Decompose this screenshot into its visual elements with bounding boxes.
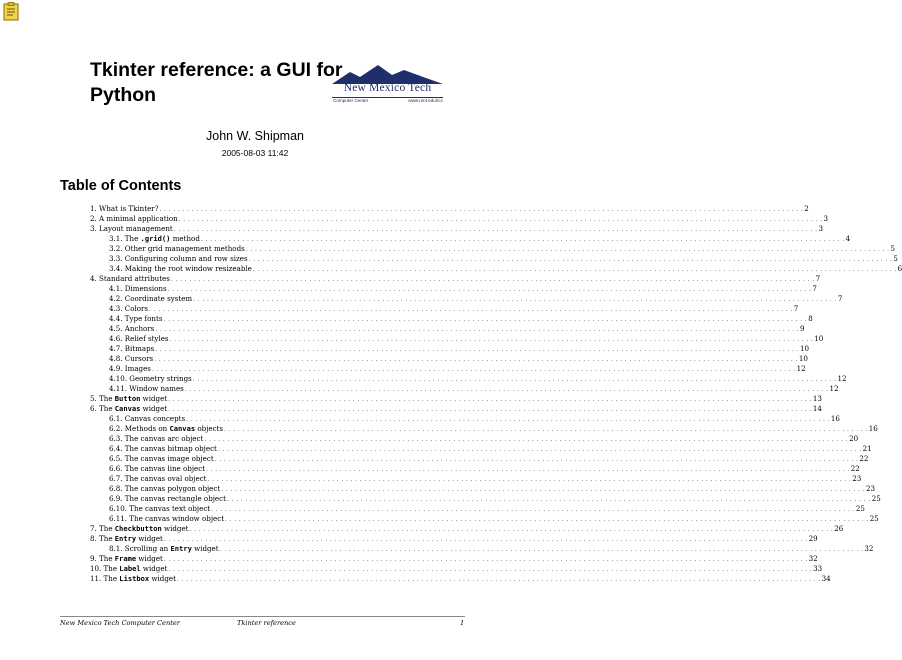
footer-rule — [60, 616, 465, 617]
toc-entry[interactable] — [90, 354, 808, 364]
toc-entry-text: 1. What is Tkinter? — [90, 204, 159, 213]
toc-entry[interactable] — [90, 314, 813, 324]
toc-entry-text: 9. The — [90, 554, 115, 563]
toc-entry[interactable] — [90, 404, 822, 414]
toc-entry-label[interactable] — [90, 524, 189, 534]
toc-entry-label[interactable] — [109, 344, 154, 354]
toc-entry-label[interactable] — [109, 304, 148, 314]
toc-page-number[interactable]: 10 — [814, 334, 824, 343]
toc-page-number[interactable]: 7 — [812, 284, 817, 293]
toc-page-number[interactable]: 20 — [849, 434, 859, 443]
toc-entry-text: 4.6. Relief styles — [109, 334, 169, 343]
toc-page-number[interactable]: 7 — [793, 304, 799, 313]
toc-entry-label[interactable] — [109, 234, 200, 244]
toc-entry[interactable] — [90, 254, 898, 264]
toc-entry[interactable] — [90, 344, 810, 354]
toc-page-number[interactable]: 32 — [808, 554, 818, 563]
toc-entry-label[interactable] — [109, 504, 210, 514]
toc-page-number[interactable]: 12 — [829, 384, 839, 393]
toc-entry[interactable] — [90, 464, 860, 474]
toc-entry[interactable] — [90, 364, 806, 374]
toc-entry[interactable] — [90, 394, 822, 404]
toc-entry-code: Button — [114, 394, 141, 403]
toc-page-number[interactable]: 5 — [890, 244, 895, 253]
toc-entry-text: 8. The — [90, 534, 115, 543]
toc-entry-label[interactable] — [109, 484, 220, 494]
toc-entry-text: 4.5. Anchors — [109, 324, 155, 333]
toc-entry[interactable] — [90, 324, 805, 334]
toc-list — [90, 204, 902, 584]
toc-entry-text: method — [170, 234, 200, 243]
toc-entry-text: 4. Standard attributes — [90, 274, 170, 283]
toc-entry-text: 7. The — [90, 524, 115, 533]
toc-entry-label[interactable] — [90, 574, 176, 584]
toc-page-number[interactable]: 13 — [812, 394, 822, 403]
toc-entry-text: 6.2. Methods on — [109, 424, 170, 433]
toc-leader-dots: . . . . . . . . . . . . . . . . . . . . . . . . . . . . . . . . . . . . . . . . . . . . . . . . . . . . . . . . . . . . . . . . . . . . . . . . . . . . . . . . . . . . . . . . . . . . . . . . . . . . . . . . . . . . . . . . . . . . . . . . . . . . . . . . . . . . . . . . . . . . — [178, 216, 823, 223]
toc-page-number[interactable]: 12 — [796, 364, 806, 373]
toc-leader-dots: . . . . . . . . . . . . . . . . . . . . . . . . . . . . . . . . . . . . . . . . . . . . . . . . . . . . . . . . . . . . . . . . . . . . . . . . . . . . . . . . . . . . . . . . . . . . . . . . . . . . . . . . . . . . . . . . . . . . . . . . . . . . . . . . . . . . . . . . . . . . — [163, 536, 808, 543]
toc-entry-label[interactable] — [109, 514, 224, 524]
toc-leader-dots: . . . . . . . . . . . . . . . . . . . . . . . . . . . . . . . . . . . . . . . . . . . . . . . . . . . . . . . . . . . . . . . . . . . . . . . . . . . . . . . . . . . . . . . . . . . . . . . . . . . . . . . . . . . . . . . . . . . . . . . . . . . . . . . . . . . . . . . . . . . . — [149, 306, 793, 313]
toc-entry-label[interactable] — [109, 464, 205, 474]
toc-entry-text: 6.8. The canvas polygon object — [109, 484, 221, 493]
toc-entry-text: 3. Layout management — [90, 224, 173, 233]
document-title: Tkinter reference: a GUI for Python — [90, 59, 343, 106]
toc-entry-label[interactable] — [109, 284, 167, 294]
toc-entry[interactable] — [90, 524, 844, 534]
toc-page-number[interactable]: 10 — [798, 354, 808, 363]
toc-entry-label[interactable] — [90, 564, 167, 574]
toc-entry-text: widget — [149, 574, 176, 583]
toc-page-number[interactable]: 16 — [868, 424, 878, 433]
toc-page-number[interactable]: 3 — [823, 214, 828, 223]
toc-entry-code: Entry — [170, 544, 192, 553]
toc-entry[interactable] — [90, 554, 818, 564]
toc-entry[interactable] — [90, 234, 851, 244]
toc-entry-text: 4.8. Cursors — [109, 354, 154, 363]
toc-entry[interactable] — [90, 294, 843, 304]
toc-leader-dots: . . . . . . . . . . . . . . . . . . . . . . . . . . . . . . . . . . . . . . . . . . . . . . . . . . . . . . . . . . . . . . . . . . . . . . . . . . . . . . . . . . . . . . . . . . . . . . . . . . . . . . . . . . . . . . . . . . . . . . . . . . . . . . . . . . . . . . . . . . . . — [167, 286, 812, 293]
toc-page-number[interactable]: 8 — [808, 314, 813, 323]
toc-leader-dots: . . . . . . . . . . . . . . . . . . . . . . . . . . . . . . . . . . . . . . . . . . . . . . . . . . . . . . . . . . . . . . . . . . . . . . . . . . . . . . . . . . . . . . . . . . . . . . . . . . . . . . . . . . . . . . . . . . . . . . . . . . . . . . . . . . . . . . . . . . . . — [173, 226, 818, 233]
toc-leader-dots: . . . . . . . . . . . . . . . . . . . . . . . . . . . . . . . . . . . . . . . . . . . . . . . . . . . . . . . . . . . . . . . . . . . . . . . . . . . . . . . . . . . . . . . . . . . . . . . . . . . . . . . . . . . . . . . . . . . . . . . . . . . . . . . . . . . . . . . . . . . . — [252, 266, 897, 273]
toc-entry-label[interactable] — [90, 554, 163, 564]
toc-entry[interactable] — [90, 494, 881, 504]
nmt-logo — [330, 64, 445, 108]
toc-entry-label[interactable] — [109, 434, 203, 444]
toc-leader-dots: . . . . . . . . . . . . . . . . . . . . . . . . . . . . . . . . . . . . . . . . . . . . . . . . . . . . . . . . . . . . . . . . . . . . . . . . . . . . . . . . . . . . . . . . . . . . . . . . . . . . . . . . . . . . . . . . . . . . . . . . . . . . . . . . . . . . . . . . . . . . — [154, 356, 798, 363]
toc-entry[interactable] — [90, 204, 809, 214]
toc-entry[interactable] — [90, 474, 862, 484]
toc-leader-dots: . . . . . . . . . . . . . . . . . . . . . . . . . . . . . . . . . . . . . . . . . . . . . . . . . . . . . . . . . . . . . . . . . . . . . . . . . . . . . . . . . . . . . . . . . . . . . . . . . . . . . . . . . . . . . . . . . . . . . . . . . . . . . . . . . . . . . . . . . . . . — [226, 496, 871, 503]
logo-sub-right: www.nmt.edu/tcc — [408, 98, 443, 103]
toc-entry-label[interactable] — [109, 454, 214, 464]
toc-leader-dots: . . . . . . . . . . . . . . . . . . . . . . . . . . . . . . . . . . . . . . . . . . . . . . . . . . . . . . . . . . . . . . . . . . . . . . . . . . . . . . . . . . . . . . . . . . . . . . . . . . . . . . . . . . . . . . . . . . . . . . . . . . . . . . . . . . . . . . . . . . . . — [151, 366, 796, 373]
toc-leader-dots: . . . . . . . . . . . . . . . . . . . . . . . . . . . . . . . . . . . . . . . . . . . . . . . . . . . . . . . . . . . . . . . . . . . . . . . . . . . . . . . . . . . . . . . . . . . . . . . . . . . . . . . . . . . . . . . . . . . . . . . . . . . . . . . . . . . . . . . . . . . . — [170, 276, 815, 283]
toc-entry-label[interactable] — [109, 424, 223, 434]
toc-entry[interactable] — [90, 214, 828, 224]
toc-page-number[interactable]: 2 — [804, 204, 809, 213]
toc-leader-dots: . . . . . . . . . . . . . . . . . . . . . . . . . . . . . . . . . . . . . . . . . . . . . . . . . . . . . . . . . . . . . . . . . . . . . . . . . . . . . . . . . . . . . . . . . . . . . . . . . . . . . . . . . . . . . . . . . . . . . . . . . . . . . . . . . . . . . . . . . . . . — [206, 466, 850, 473]
toc-entry-text: 3.3. Configuring column and row sizes — [109, 254, 248, 263]
toc-entry-label[interactable] — [109, 414, 185, 424]
document-date: 2005-08-03 11:42 — [221, 148, 289, 158]
toc-entry-text: 6.10. The canvas text object — [109, 504, 211, 513]
toc-entry-text: 11. The — [90, 574, 120, 583]
toc-entry-label[interactable] — [109, 254, 248, 264]
toc-entry-text: widget — [140, 394, 168, 403]
toc-entry-label[interactable] — [90, 394, 167, 404]
toc-page-number[interactable]: 16 — [830, 414, 840, 423]
toc-entry-code: Listbox — [119, 574, 150, 583]
toc-entry[interactable] — [90, 304, 799, 314]
toc-entry-text: 3.1. The — [109, 234, 141, 243]
toc-entry-text: 6.6. The canvas line object — [109, 464, 206, 473]
toc-page-number[interactable]: 25 — [855, 504, 865, 513]
logo-sub-left: Computer Center — [333, 98, 369, 103]
toc-page-number[interactable]: 23 — [865, 484, 875, 493]
toc-leader-dots: . . . . . . . . . . . . . . . . . . . . . . . . . . . . . . . . . . . . . . . . . . . . . . . . . . . . . . . . . . . . . . . . . . . . . . . . . . . . . . . . . . . . . . . . . . . . . . . . . . . . . . . . . . . . . . . . . . . . . . . . . . . . . . . . . . . . . . . . . . . . — [217, 446, 862, 453]
toc-entry-label[interactable] — [90, 274, 170, 284]
toc-leader-dots: . . . . . . . . . . . . . . . . . . . . . . . . . . . . . . . . . . . . . . . . . . . . . . . . . . . . . . . . . . . . . . . . . . . . . . . . . . . . . . . . . . . . . . . . . . . . . . . . . . . . . . . . . . . . . . . . . . . . . . . . . . . . . . . . . . . . . . . . . . . . — [168, 566, 813, 573]
toc-page-number[interactable]: 25 — [869, 514, 879, 523]
toc-leader-dots: . . . . . . . . . . . . . . . . . . . . . . . . . . . . . . . . . . . . . . . . . . . . . . . . . . . . . . . . . . . . . . . . . . . . . . . . . . . . . . . . . . . . . . . . . . . . . . . . . . . . . . . . . . . . . . . . . . . . . . . . . . . . . . . . . . . . . . . . . . . . — [189, 526, 834, 533]
toc-entry-text: 4.4. Type fonts — [109, 314, 163, 323]
toc-entry[interactable] — [90, 534, 818, 544]
toc-entry-text: 6.1. Canvas concepts — [109, 414, 186, 423]
toc-page-number[interactable]: 25 — [871, 494, 881, 503]
toc-entry[interactable] — [90, 504, 865, 514]
toc-entry-label[interactable] — [109, 494, 226, 504]
toc-entry-text: 5. The — [90, 394, 115, 403]
toc-leader-dots: . . . . . . . . . . . . . . . . . . . . . . . . . . . . . . . . . . . . . . . . . . . . . . . . . . . . . . . . . . . . . . . . . . . . . . . . . . . . . . . . . . . . . . . . . . . . . . . . . . . . . . . . . . . . . . . . . . . . . . . . . . . . . . . . . . . . . . . . . . . . — [204, 436, 849, 443]
toc-entry-label[interactable] — [90, 224, 173, 234]
toc-entry-code: Frame — [114, 554, 137, 563]
toc-entry-label[interactable] — [109, 334, 169, 344]
toc-entry[interactable] — [90, 284, 817, 294]
toc-entry[interactable] — [90, 434, 859, 444]
author: John W. Shipman — [206, 129, 304, 143]
toc-entry[interactable] — [90, 444, 872, 454]
toc-page-number[interactable]: 12 — [837, 374, 847, 383]
toc-entry[interactable] — [90, 384, 839, 394]
toc-entry-text: 4.7. Bitmaps — [109, 344, 155, 353]
toc-entry[interactable] — [90, 484, 875, 494]
toc-page-number[interactable]: 10 — [799, 344, 810, 353]
toc-entry-code: Entry — [114, 534, 137, 543]
toc-heading: Table of Contents — [60, 178, 182, 194]
toc-leader-dots: . . . . . . . . . . . . . . . . . . . . . . . . . . . . . . . . . . . . . . . . . . . . . . . . . . . . . . . . . . . . . . . . . . . . . . . . . . . . . . . . . . . . . . . . . . . . . . . . . . . . . . . . . . . . . . . . . . . . . . . . . . . . . . . . . . . . . . . . . . . . — [214, 456, 859, 463]
toc-entry-label[interactable] — [109, 444, 217, 454]
toc-leader-dots: . . . . . . . . . . . . . . . . . . . . . . . . . . . . . . . . . . . . . . . . . . . . . . . . . . . . . . . . . . . . . . . . . . . . . . . . . . . . . . . . . . . . . . . . . . . . . . . . . . . . . . . . . . . . . . . . . . . . . . . . . . . . . . . . . . . . . . . . . . . . — [155, 326, 800, 333]
toc-entry[interactable] — [90, 544, 874, 554]
toc-entry-text: 2. A minimal application — [90, 214, 178, 223]
toc-entry-text: 6.5. The canvas image object — [109, 454, 214, 463]
toc-page-number[interactable]: 7 — [837, 294, 843, 303]
toc-leader-dots: . . . . . . . . . . . . . . . . . . . . . . . . . . . . . . . . . . . . . . . . . . . . . . . . . . . . . . . . . . . . . . . . . . . . . . . . . . . . . . . . . . . . . . . . . . . . . . . . . . . . . . . . . . . . . . . . . . . . . . . . . . . . . . . . . . . . . . . . . . . . — [159, 206, 804, 213]
toc-entry-label[interactable] — [109, 544, 219, 554]
toc-leader-dots: . . . . . . . . . . . . . . . . . . . . . . . . . . . . . . . . . . . . . . . . . . . . . . . . . . . . . . . . . . . . . . . . . . . . . . . . . . . . . . . . . . . . . . . . . . . . . . . . . . . . . . . . . . . . . . . . . . . . . . . . . . . . . . . . . . . . . . . . . . . . — [184, 386, 829, 393]
toc-entry-text: widget — [140, 404, 168, 413]
toc-leader-dots: . . . . . . . . . . . . . . . . . . . . . . . . . . . . . . . . . . . . . . . . . . . . . . . . . . . . . . . . . . . . . . . . . . . . . . . . . . . . . . . . . . . . . . . . . . . . . . . . . . . . . . . . . . . . . . . . . . . . . . . . . . . . . . . . . . . . . . . . . . . . — [168, 406, 812, 413]
footer-page-number: 1 — [460, 619, 465, 627]
toc-leader-dots: . . . . . . . . . . . . . . . . . . . . . . . . . . . . . . . . . . . . . . . . . . . . . . . . . . . . . . . . . . . . . . . . . . . . . . . . . . . . . . . . . . . . . . . . . . . . . . . . . . . . . . . . . . . . . . . . . . . . . . . . . . . . . . . . . . . . . . . . . . . . — [224, 426, 868, 433]
toc-leader-dots: . . . . . . . . . . . . . . . . . . . . . . . . . . . . . . . . . . . . . . . . . . . . . . . . . . . . . . . . . . . . . . . . . . . . . . . . . . . . . . . . . . . . . . . . . . . . . . . . . . . . . . . . . . . . . . . . . . . . . . . . . . . . . . . . . . . . . . . . . . . . — [163, 556, 808, 563]
toc-entry-label[interactable] — [90, 534, 163, 544]
toc-leader-dots: . . . . . . . . . . . . . . . . . . . . . . . . . . . . . . . . . . . . . . . . . . . . . . . . . . . . . . . . . . . . . . . . . . . . . . . . . . . . . . . . . . . . . . . . . . . . . . . . . . . . . . . . . . . . . . . . . . . . . . . . . . . . . . . . . . . . . . . . . . . . — [200, 236, 845, 243]
toc-entry-text: widget — [140, 564, 168, 573]
toc-entry[interactable] — [90, 334, 824, 344]
toc-leader-dots: . . . . . . . . . . . . . . . . . . . . . . . . . . . . . . . . . . . . . . . . . . . . . . . . . . . . . . . . . . . . . . . . . . . . . . . . . . . . . . . . . . . . . . . . . . . . . . . . . . . . . . . . . . . . . . . . . . . . . . . . . . . . . . . . . . . . . . . . . . . . — [193, 296, 837, 303]
toc-entry[interactable] — [90, 574, 831, 584]
footer-center: Tkinter reference — [237, 619, 296, 627]
toc-page-number[interactable]: 3 — [818, 224, 823, 233]
toc-entry-text: 4.11. Window names — [109, 384, 184, 393]
toc-leader-dots: . . . . . . . . . . . . . . . . . . . . . . . . . . . . . . . . . . . . . . . . . . . . . . . . . . . . . . . . . . . . . . . . . . . . . . . . . . . . . . . . . . . . . . . . . . . . . . . . . . . . . . . . . . . . . . . . . . . . . . . . . . . . . . . . . . . . . . . . . . . . — [225, 516, 869, 523]
logo-name: New Mexico Tech — [343, 82, 432, 94]
toc-entry-text: 6.3. The canvas arc object — [109, 434, 204, 443]
toc-leader-dots: . . . . . . . . . . . . . . . . . . . . . . . . . . . . . . . . . . . . . . . . . . . . . . . . . . . . . . . . . . . . . . . . . . . . . . . . . . . . . . . . . . . . . . . . . . . . . . . . . . . . . . . . . . . . . . . . . . . . . . . . . . . . . . . . . . . . . . . . . . . . — [245, 246, 890, 253]
toc-entry[interactable] — [90, 264, 902, 274]
toc-entry-label[interactable] — [90, 214, 178, 224]
toc-entry-text: 6.4. The canvas bitmap object — [109, 444, 217, 453]
toc-entry-label[interactable] — [109, 264, 252, 274]
toc-entry-text: 3.4. Making the root window resizeable — [109, 264, 252, 273]
toc-leader-dots: . . . . . . . . . . . . . . . . . . . . . . . . . . . . . . . . . . . . . . . . . . . . . . . . . . . . . . . . . . . . . . . . . . . . . . . . . . . . . . . . . . . . . . . . . . . . . . . . . . . . . . . . . . . . . . . . . . . . . . . . . . . . . . . . . . . . . . . . . . . . — [221, 486, 865, 493]
toc-entry-label[interactable] — [109, 364, 151, 374]
toc-entry[interactable] — [90, 274, 821, 284]
toc-page-number[interactable]: 22 — [850, 464, 860, 473]
toc-entry-label[interactable] — [109, 294, 192, 304]
toc-entry-text: 10. The — [90, 564, 120, 573]
toc-entry-text: 6. The — [90, 404, 115, 413]
toc-page-number[interactable]: 9 — [800, 324, 805, 333]
toc-leader-dots: . . . . . . . . . . . . . . . . . . . . . . . . . . . . . . . . . . . . . . . . . . . . . . . . . . . . . . . . . . . . . . . . . . . . . . . . . . . . . . . . . . . . . . . . . . . . . . . . . . . . . . . . . . . . . . . . . . . . . . . . . . . . . . . . . . . . . . . . . . . . — [169, 336, 814, 343]
toc-entry-text: 6.9. The canvas rectangle object — [109, 494, 226, 503]
toc-entry-code: .grid() — [140, 234, 171, 243]
toc-page-number[interactable]: 4 — [845, 234, 851, 243]
toc-entry-label[interactable] — [109, 474, 207, 484]
toc-entry-code: Canvas — [114, 404, 141, 413]
toc-entry-code: Label — [119, 564, 141, 573]
toc-entry-text: 3.2. Other grid management methods — [109, 244, 245, 253]
toc-leader-dots: . . . . . . . . . . . . . . . . . . . . . . . . . . . . . . . . . . . . . . . . . . . . . . . . . . . . . . . . . . . . . . . . . . . . . . . . . . . . . . . . . . . . . . . . . . . . . . . . . . . . . . . . . . . . . . . . . . . . . . . . . . . . . . . . . . . . . . . . . . . . — [163, 316, 808, 323]
toc-leader-dots: . . . . . . . . . . . . . . . . . . . . . . . . . . . . . . . . . . . . . . . . . . . . . . . . . . . . . . . . . . . . . . . . . . . . . . . . . . . . . . . . . . . . . . . . . . . . . . . . . . . . . . . . . . . . . . . . . . . . . . . . . . . . . . . . . . . . . . . . . . . . — [168, 396, 812, 403]
toc-entry[interactable] — [90, 564, 823, 574]
toc-entry[interactable] — [90, 374, 847, 384]
toc-leader-dots: . . . . . . . . . . . . . . . . . . . . . . . . . . . . . . . . . . . . . . . . . . . . . . . . . . . . . . . . . . . . . . . . . . . . . . . . . . . . . . . . . . . . . . . . . . . . . . . . . . . . . . . . . . . . . . . . . . . . . . . . . . . . . . . . . . . . . . . . . . . . — [219, 546, 864, 553]
toc-page-number[interactable]: 34 — [821, 574, 831, 583]
toc-page-number[interactable]: 21 — [862, 444, 872, 453]
toc-entry-label[interactable] — [90, 204, 159, 214]
toc-page-number[interactable]: 22 — [859, 454, 869, 463]
toc-entry[interactable] — [90, 514, 879, 524]
toc-page-number[interactable]: 14 — [812, 404, 822, 413]
toc-entry-text: 6.11. The canvas window object — [109, 514, 225, 523]
toc-entry-text: 4.2. Coordinate system — [109, 294, 193, 303]
toc-leader-dots: . . . . . . . . . . . . . . . . . . . . . . . . . . . . . . . . . . . . . . . . . . . . . . . . . . . . . . . . . . . . . . . . . . . . . . . . . . . . . . . . . . . . . . . . . . . . . . . . . . . . . . . . . . . . . . . . . . . . . . . . . . . . . . . . . . . . . . . . . . . . — [176, 576, 821, 583]
toc-entry-text: widget — [191, 544, 219, 553]
toc-page-number[interactable]: 33 — [813, 564, 823, 573]
toc-entry-text: 8.1. Scrolling an — [109, 544, 171, 553]
toc-entry-text: 4.10. Geometry strings — [109, 374, 192, 383]
toc-leader-dots: . . . . . . . . . . . . . . . . . . . . . . . . . . . . . . . . . . . . . . . . . . . . . . . . . . . . . . . . . . . . . . . . . . . . . . . . . . . . . . . . . . . . . . . . . . . . . . . . . . . . . . . . . . . . . . . . . . . . . . . . . . . . . . . . . . . . . . . . . . . . — [207, 476, 852, 483]
toc-leader-dots: . . . . . . . . . . . . . . . . . . . . . . . . . . . . . . . . . . . . . . . . . . . . . . . . . . . . . . . . . . . . . . . . . . . . . . . . . . . . . . . . . . . . . . . . . . . . . . . . . . . . . . . . . . . . . . . . . . . . . . . . . . . . . . . . . . . . . . . . . . . . — [192, 376, 837, 383]
toc-page-number[interactable]: 6 — [897, 264, 902, 273]
toc-entry[interactable] — [90, 424, 878, 434]
toc-entry-code: Checkbutton — [114, 524, 162, 533]
toc-leader-dots: . . . . . . . . . . . . . . . . . . . . . . . . . . . . . . . . . . . . . . . . . . . . . . . . . . . . . . . . . . . . . . . . . . . . . . . . . . . . . . . . . . . . . . . . . . . . . . . . . . . . . . . . . . . . . . . . . . . . . . . . . . . . . . . . . . . . . . . . . . . . — [186, 416, 830, 423]
toc-page-number[interactable]: 5 — [893, 254, 898, 263]
toc-entry[interactable] — [90, 414, 840, 424]
toc-entry-text: objects — [195, 424, 224, 433]
toc-entry-label[interactable] — [109, 374, 192, 384]
toc-entry-label[interactable] — [90, 404, 167, 414]
toc-leader-dots: . . . . . . . . . . . . . . . . . . . . . . . . . . . . . . . . . . . . . . . . . . . . . . . . . . . . . . . . . . . . . . . . . . . . . . . . . . . . . . . . . . . . . . . . . . . . . . . . . . . . . . . . . . . . . . . . . . . . . . . . . . . . . . . . . . . . . . . . . . . . — [248, 256, 893, 263]
toc-leader-dots: . . . . . . . . . . . . . . . . . . . . . . . . . . . . . . . . . . . . . . . . . . . . . . . . . . . . . . . . . . . . . . . . . . . . . . . . . . . . . . . . . . . . . . . . . . . . . . . . . . . . . . . . . . . . . . . . . . . . . . . . . . . . . . . . . . . . . . . . . . . . — [211, 506, 855, 513]
toc-entry-label[interactable] — [109, 354, 153, 364]
toc-page-number[interactable]: 23 — [852, 474, 862, 483]
toc-entry-label[interactable] — [109, 324, 154, 334]
toc-entry-text: 4.1. Dimensions — [109, 284, 167, 293]
note-annotation-icon[interactable] — [3, 2, 19, 21]
footer-left: New Mexico Tech Computer Center — [60, 619, 180, 627]
toc-entry-code: Canvas — [169, 424, 196, 433]
toc-entry-label[interactable] — [109, 314, 162, 324]
toc-entry-text: widget — [136, 534, 163, 543]
toc-page-number[interactable]: 29 — [808, 534, 818, 543]
toc-entry[interactable] — [90, 454, 869, 464]
toc-entry-text: 6.7. The canvas oval object — [109, 474, 207, 483]
toc-leader-dots: . . . . . . . . . . . . . . . . . . . . . . . . . . . . . . . . . . . . . . . . . . . . . . . . . . . . . . . . . . . . . . . . . . . . . . . . . . . . . . . . . . . . . . . . . . . . . . . . . . . . . . . . . . . . . . . . . . . . . . . . . . . . . . . . . . . . . . . . . . . . — [155, 346, 799, 353]
toc-entry-text: widget — [161, 524, 189, 533]
toc-entry[interactable] — [90, 224, 823, 234]
toc-entry-text: 4.9. Images — [109, 364, 151, 373]
mountains-icon — [330, 64, 445, 84]
toc-page-number[interactable]: 7 — [815, 274, 821, 283]
toc-entry-text: widget — [136, 554, 163, 563]
toc-page-number[interactable]: 26 — [834, 524, 844, 533]
toc-entry-text: 4.3. Colors — [109, 304, 149, 313]
toc-page-number[interactable]: 32 — [864, 544, 874, 553]
toc-entry[interactable] — [90, 244, 895, 254]
toc-entry-label[interactable] — [109, 384, 184, 394]
toc-entry-label[interactable] — [109, 244, 245, 254]
